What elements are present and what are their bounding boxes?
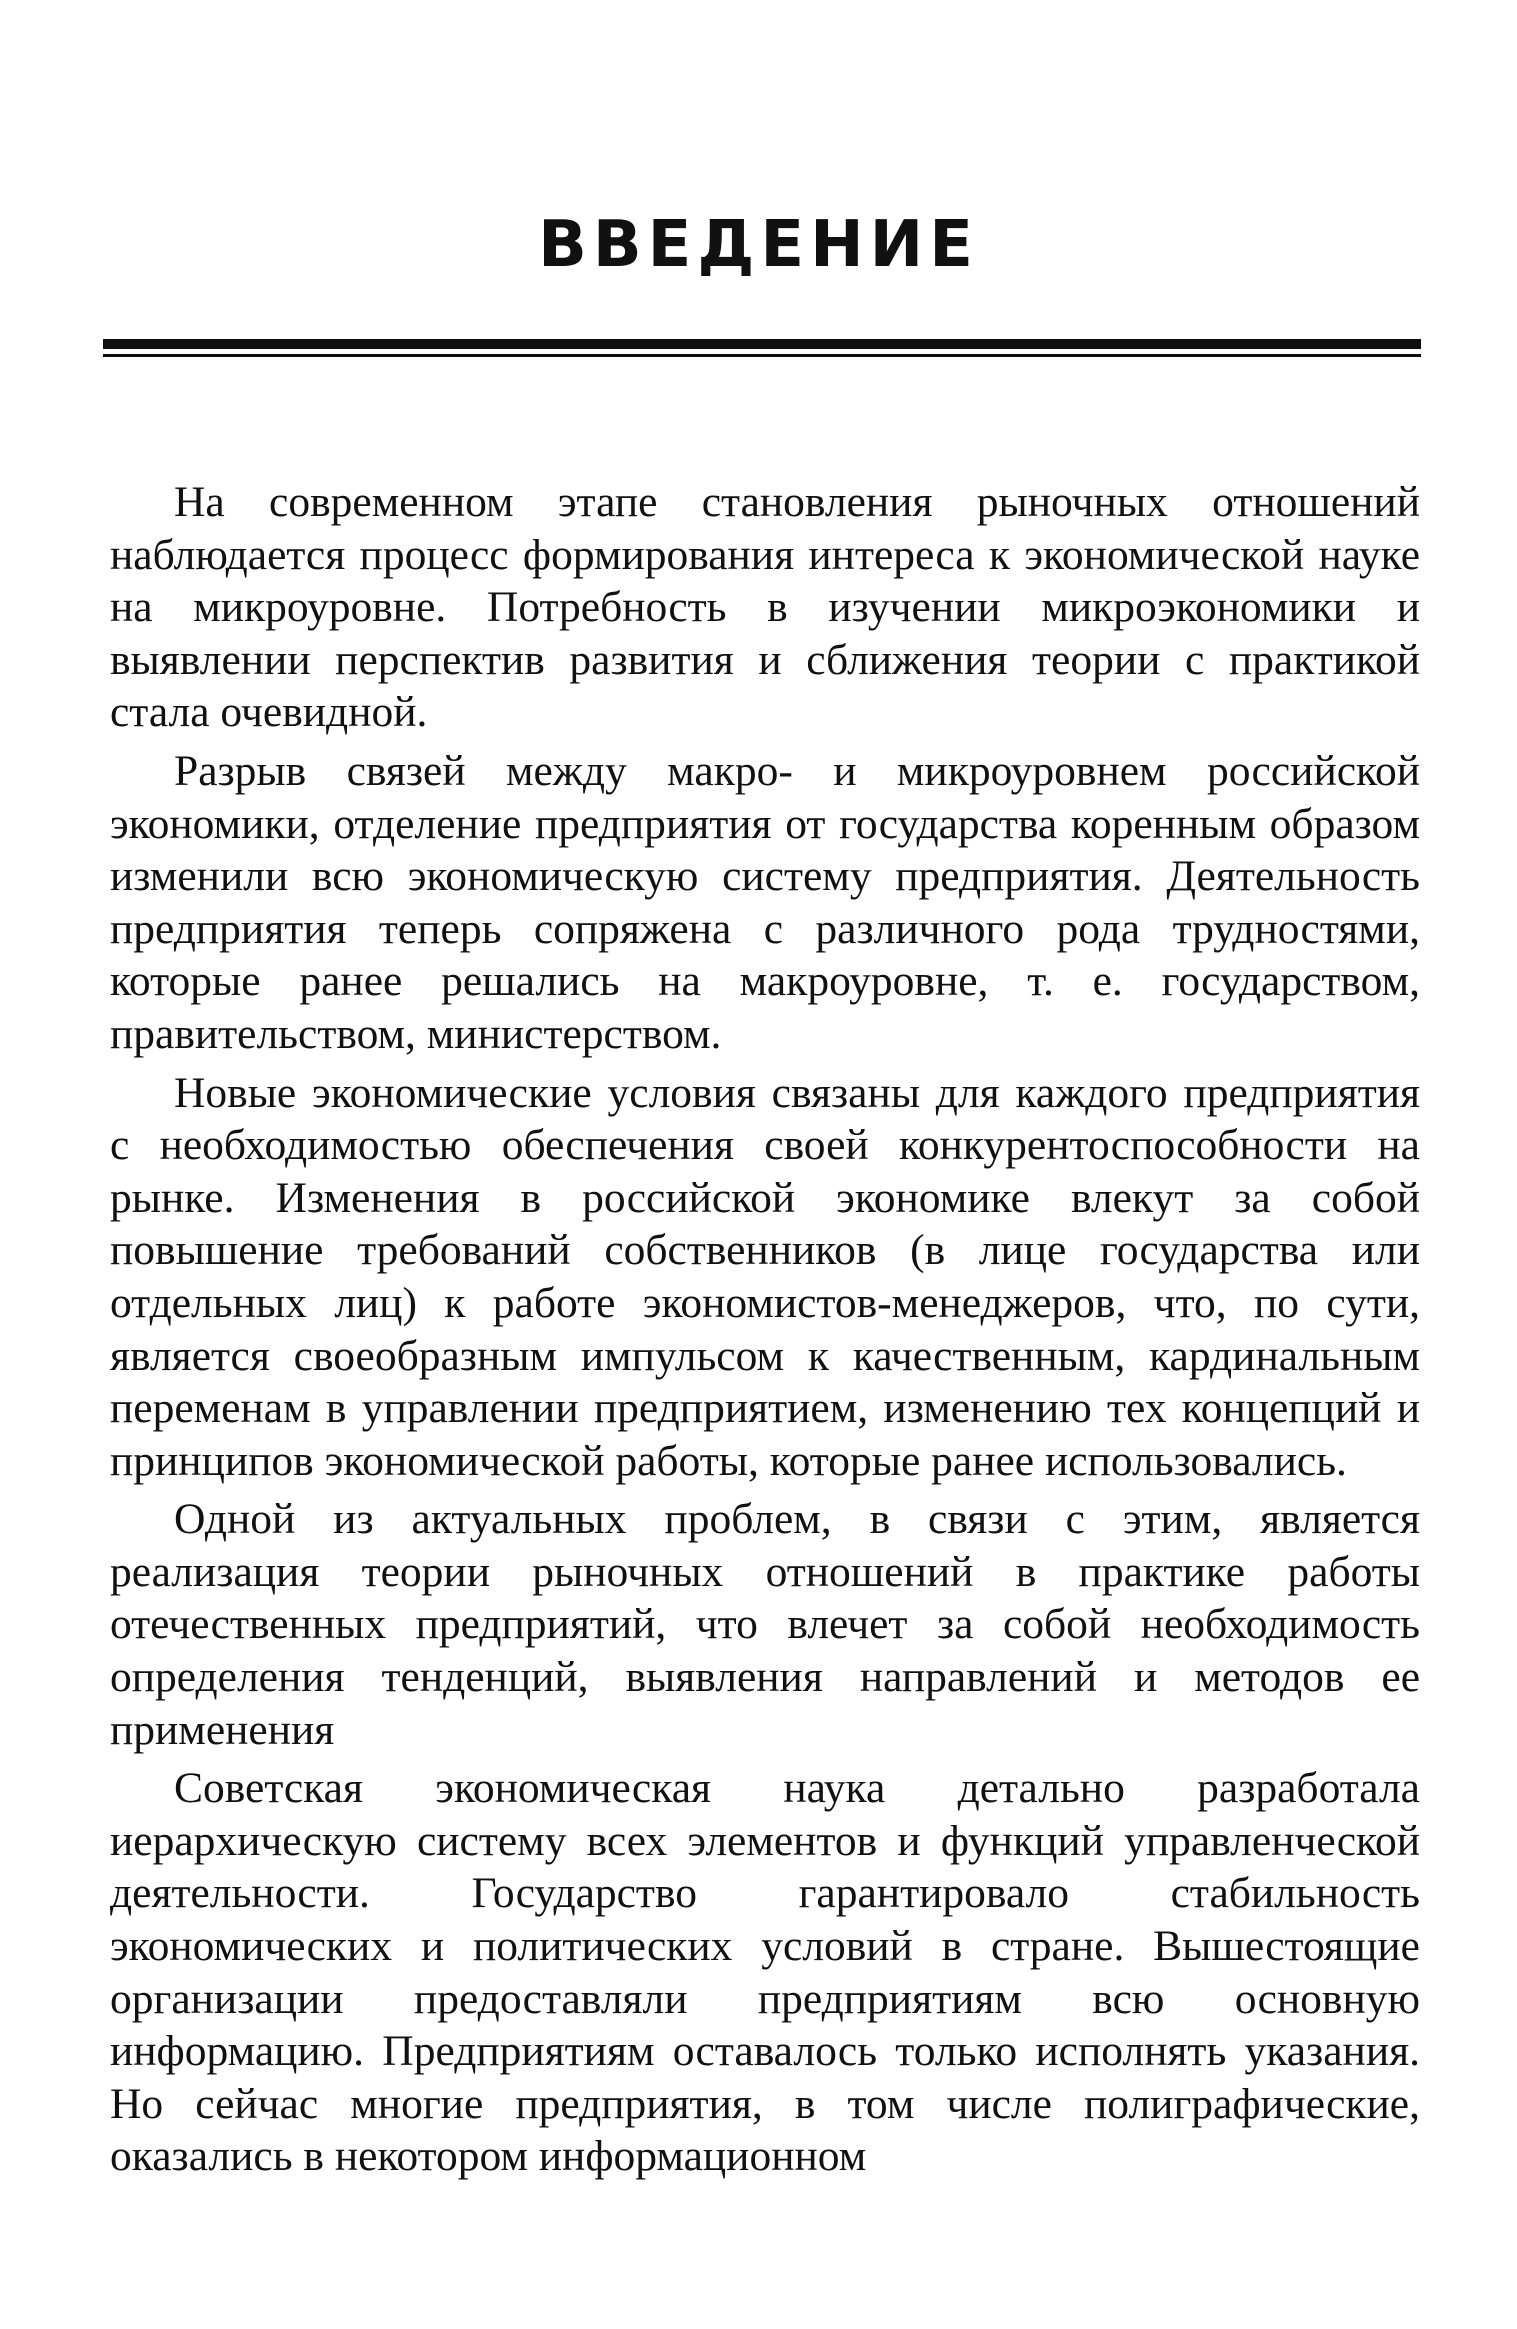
paragraph: Одной из актуальных проблем, в связи с этим, является реализация теории рыночных отношений в практике работы отечественных предприятий, что влечет за собой необходимость определения тенденций, выявления направлений и методов ее применения (110, 1495, 1420, 1754)
chapter-title: ВВЕДЕНИЕ (538, 208, 979, 282)
paragraph: Советская экономическая наука детально разработала иерархическую систему всех элементов и функций управленческой деятельности. Государство гарантировало стабильность экономических и политических условий в стране. Вышестоящие организации предоставляли предприятиям всю основную информацию. Предприятиям оставалось только исполнять указания. Но сейчас многие предприятия, в том числе полиграфические, оказались в некотором информационном (110, 1764, 1420, 2181)
paragraph: Разрыв связей между макро- и микроуровнем российской экономики, отделение предприятия от государства коренным образом изменили всю экономическую систему предприятия. Деятельность предприятия теперь сопряжена с различного рода трудностями, которые ранее решались на макроуровне, т. е. государством, правительством, министерством. (110, 746, 1420, 1058)
title-divider-thick (103, 339, 1421, 349)
paragraph: На современном этапе становления рыночных отношений наблюдается процесс формирования интереса к экономической науке на микроуровне. Потребность в изучении микроэкономики и выявлении перспектив развития и сближения теории с практикой стала очевидной. (110, 478, 1420, 737)
title-divider-thin (103, 354, 1421, 357)
paragraph: Новые экономические условия связаны для каждого предприятия с необходимостью обеспечения своей конкурентоспособности на рынке. Изменения в российской экономике влекут за собой повышение требований собственников (в лице государства или отдельных лиц) к работе экономистов-менеджеров, что, по сути, является своеобразным импульсом к качественным, кардинальным переменам в управлении предприятием, изменению тех концепций и принципов экономической работы, которые ранее использовались. (110, 1068, 1420, 1485)
body-text (110, 476, 1420, 2189)
